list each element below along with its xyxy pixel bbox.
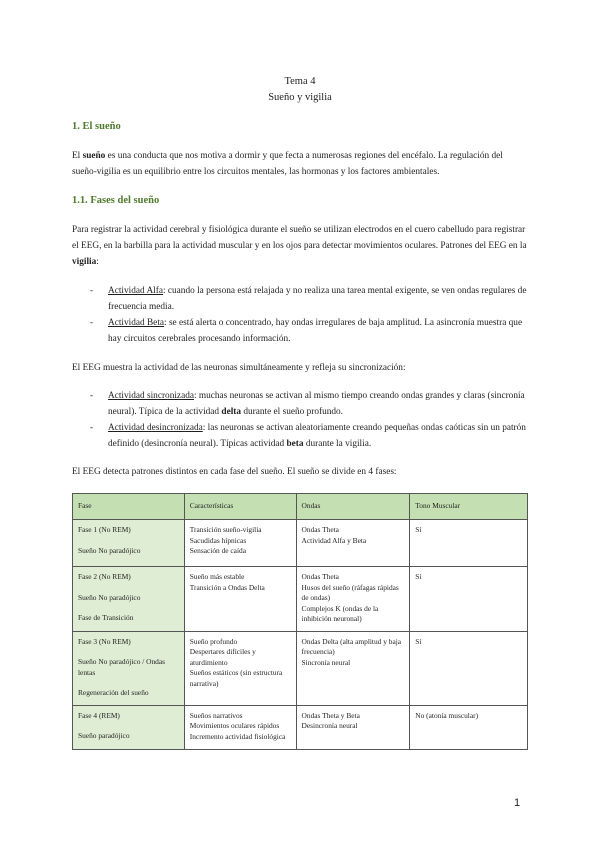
fase-cell: Fase 2 (No REM) Sueño No paradójico Fase de Transición — [73, 567, 185, 632]
tono-cell: Sí — [410, 631, 528, 705]
column-header-fase: Fase — [73, 494, 185, 520]
table-row — [73, 631, 528, 705]
table-row — [73, 520, 528, 567]
ondas-cell: Ondas Delta (alta amplitud y baja frecuencia) Sincronía neural — [296, 631, 410, 705]
column-header-tono: Tono Muscular — [410, 494, 528, 520]
ondas-cell: Ondas Theta Actividad Alfa y Beta — [296, 520, 410, 567]
table-row — [73, 705, 528, 749]
fase-cell: Fase 3 (No REM) Sueño No paradójico / Ondas lentas Regeneración del sueño — [73, 631, 185, 705]
section-1-1-heading: 1.1. Fases del sueño — [72, 195, 160, 206]
table-row — [73, 567, 528, 632]
caracteristicas-cell: Transición sueño-vigilia Sacudidas hípnicas Sensación de caída — [184, 520, 296, 567]
page-number: 1 — [514, 797, 521, 809]
fase-cell: Fase 1 (No REM) Sueño No paradójico — [73, 520, 185, 567]
list-item: - Actividad desincronizada: las neuronas se activan aleatoriamente creando pequeñas ondas caóticas sin un patrón definido (desincronía neural). Típicas actividad beta durante la vigilia. — [90, 423, 526, 449]
list-item: - Actividad sincronizada: muchas neuronas se activan al mismo tiempo creando ondas grandes y claras (sincronía neural). Típica de la actividad delta durante el sueño profundo. — [90, 391, 525, 417]
caracteristicas-cell: Sueños narrativos Movimientos oculares rápidos Incremento actividad fisiológica — [184, 705, 296, 749]
tono-cell: No (atonía muscular) — [410, 705, 528, 749]
section-1-paragraph: El sueño es una conducta que nos motiva a dormir y que fecta a numerosas regiones del encéfalo. La regulación del sueño-vigilia es un equilibrio entre los circuitos mentales, las hormonas y los factores ambientales. — [72, 151, 503, 177]
tono-cell: Sí — [410, 567, 528, 632]
section-1-heading: 1. El sueño — [72, 121, 121, 132]
page-title: Sueño y vigilia — [268, 92, 332, 103]
ondas-cell: Ondas Theta Husos del sueño (ráfagas rápidas de ondas) Complejos K (ondas de la inhibición neuronal) — [296, 567, 410, 632]
sync-intro-paragraph: El EEG muestra la actividad de las neuronas simultáneamente y refleja su sincronización: — [72, 363, 406, 373]
list-item: - Actividad Beta: se está alerta o concentrado, hay ondas irregulares de baja amplitud. La asincronía muestra que hay circuitos cerebrales procesando información. — [90, 318, 523, 344]
fase-cell: Fase 4 (REM) Sueño paradójico — [73, 705, 185, 749]
caracteristicas-cell: Sueño más estable Transición a Ondas Delta — [184, 567, 296, 632]
sync-list — [72, 389, 528, 452]
ondas-cell: Ondas Theta y Beta Desincronía neural — [296, 705, 410, 749]
vigilia-list — [72, 284, 528, 347]
table-header-row — [73, 494, 528, 520]
sleep-phases-table — [72, 493, 528, 750]
column-header-caracteristicas: Características — [184, 494, 296, 520]
column-header-ondas: Ondas — [296, 494, 410, 520]
eeg-intro-paragraph: Para registrar la actividad cerebral y fisiológica durante el sueño se utilizan electrodos en el cuero cabelludo para registrar el EEG, en la barbilla para la actividad muscular y en los ojos para detectar movimientos oculares. Patrones del EEG en la vigilia: — [72, 225, 527, 267]
caracteristicas-cell: Sueño profundo Despertares difíciles y aturdimiento Sueños estáticos (sin estructura narrativa) — [184, 631, 296, 705]
tono-cell: Sí — [410, 520, 528, 567]
topic-label: Tema 4 — [284, 76, 316, 87]
phases-intro-paragraph: El EEG detecta patrones distintos en cada fase del sueño. El sueño se divide en 4 fases: — [72, 467, 397, 477]
list-item: - Actividad Alfa: cuando la persona está relajada y no realiza una tarea mental exigente, se ven ondas regulares de frecuencia media. — [90, 286, 527, 312]
